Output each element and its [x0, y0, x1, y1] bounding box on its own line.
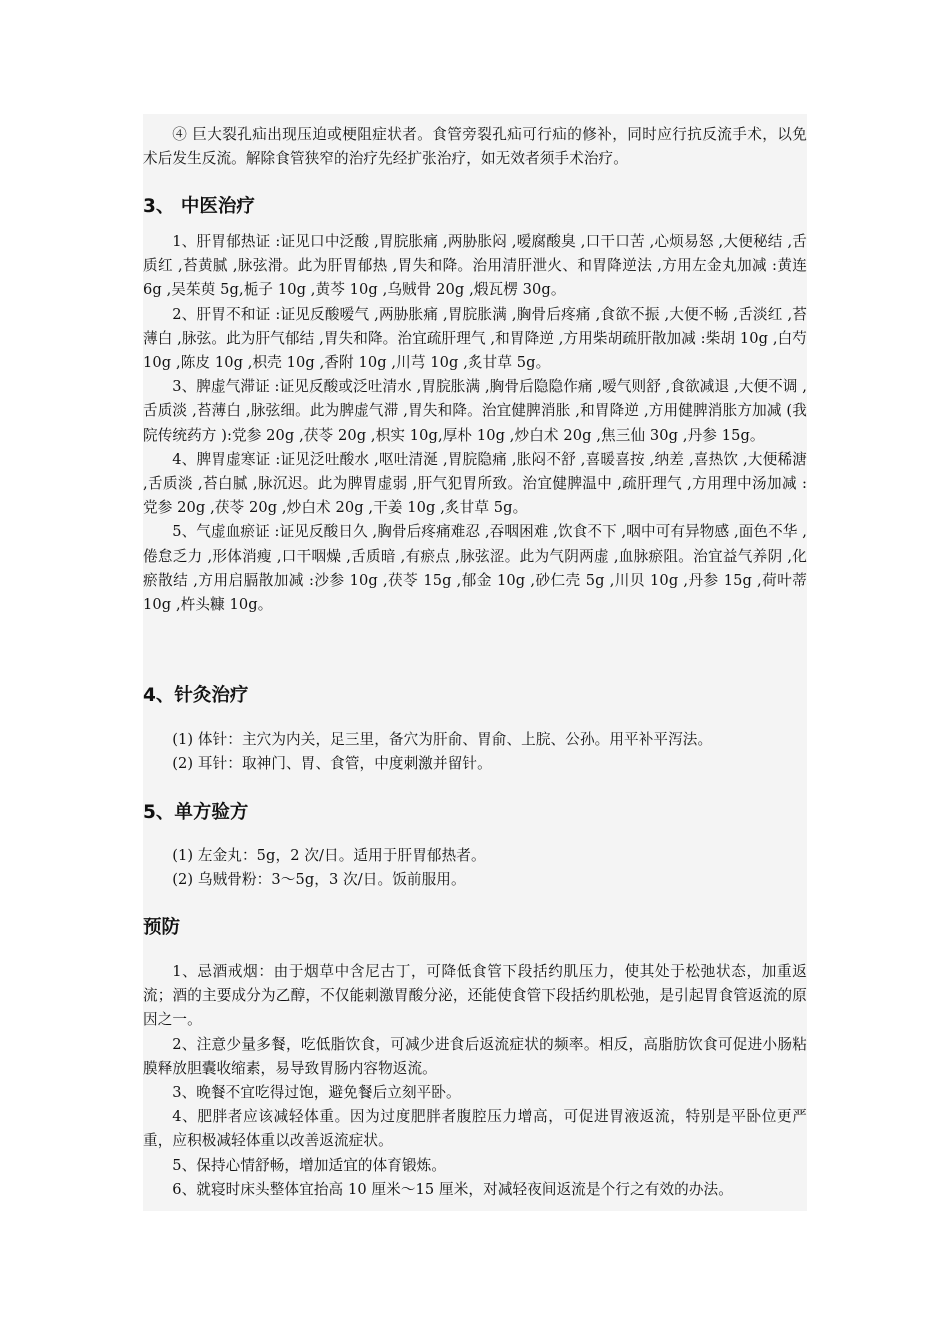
list-item: (1) 体针：主穴为内关，足三里，备穴为肝俞、胃俞、上脘、公孙。用平补平泻法。 — [172, 731, 713, 748]
list-item: (2) 耳针：取神门、胃、食管，中度刺激并留针。 — [172, 755, 492, 773]
list-item: 3、晚餐不宜吃得过饱，避免餐后立刻平卧。 — [172, 1084, 461, 1102]
list-item: 4、肥胖者应该减轻体重。因为过度肥胖者腹腔压力增高，可促进胃液返流，特别是平卧位更严重，应积极减轻体重以改善返流症状。 — [143, 1108, 807, 1150]
single-formula-section — [143, 844, 807, 892]
list-item: 2、肝胃不和证 :证见反酸嗳气 ,两胁胀痛 ,胃脘胀满 ,胸骨后疼痛 ,食欲不振 ,大便不畅 ,舌淡红 ,苔薄白 ,脉弦。此为肝气郁结 ,胃失和降。治宜疏肝理气 ,和胃降逆 ,方用柴胡疏肝散加减 :柴胡 10g ,白芍 10g ,陈皮 10g ,枳壳 10g ,香附 10g ,川芎 10g ,炙甘草 5g。 — [143, 305, 807, 372]
acupuncture-section — [143, 728, 807, 776]
document-page — [143, 114, 807, 1211]
list-item: 3、脾虚气滞证 :证见反酸或泛吐清水 ,胃脘胀满 ,胸骨后隐隐作痛 ,嗳气则舒 ,食欲减退 ,大便不调 ,舌质淡 ,苔薄白 ,脉弦细。此为脾虚气滞 ,胃失和降。治宜健脾消胀 ,和胃降逆 ,方用健脾消胀方加减 (我院传统药方 ):党参 20g ,茯苓 20g ,枳实 10g,厚朴 10g ,炒白术 20g ,焦三仙 30g ,丹参 15g。 — [143, 378, 807, 444]
list-item: 4、脾胃虚寒证 :证见泛吐酸水 ,呕吐清涎 ,胃脘隐痛 ,胀闷不舒 ,喜暖喜按 ,纳差 ,喜热饮 ,大便稀溏 ,舌质淡 ,苔白腻 ,脉沉迟。此为脾胃虚弱 ,肝气犯胃所致。治宜健脾温中 ,疏肝理气 ,方用理中汤加减 :党参 20g ,茯苓 20g ,炒白术 20g ,干姜 10g ,炙甘草 5g。 — [143, 450, 807, 517]
list-item: 2、注意少量多餐，吃低脂饮食，可减少进食后返流症状的频率。相反，高脂肪饮食可促进小肠粘膜释放胆囊收缩素，易导致胃肠内容物返流。 — [143, 1035, 807, 1077]
section-heading: 4、针灸治疗 — [143, 685, 249, 706]
heading-acupuncture — [143, 683, 807, 709]
list-item: (1) 左金丸：5g，2 次/日。适用于肝胃郁热者。 — [172, 847, 486, 864]
prevention-section — [143, 960, 807, 1202]
list-item: 6、就寝时床头整体宜抬高 10 厘米～15 厘米，对减轻夜间返流是个行之有效的办法。 — [172, 1180, 733, 1198]
section-heading: 5、单方验方 — [143, 802, 249, 823]
intro-section — [143, 123, 807, 171]
heading-single-formula — [143, 800, 807, 826]
list-item: 1、肝胃郁热证 :证见口中泛酸 ,胃脘胀痛 ,两胁胀闷 ,嗳腐酸臭 ,口干口苦 ,心烦易怒 ,大便秘结 ,舌质红 ,苔黄腻 ,脉弦滑。此为肝胃郁热 ,胃失和降。治用清肝泄火、和胃降逆法 ,方用左金丸加减 :黄连 6g ,吴茱萸 5g,栀子 10g ,黄芩 10g ,乌贼骨 20g ,煅瓦楞 30g。 — [143, 233, 807, 299]
list-item: 5、气虚血瘀证 :证见反酸日久 ,胸骨后疼痛难忍 ,吞咽困难 ,饮食不下 ,咽中可有异物感 ,面色不华 ,倦怠乏力 ,形体消瘦 ,口干咽燥 ,舌质暗 ,有瘀点 ,脉弦涩。此为气阴两虚 ,血脉瘀阻。治宜益气养阴 ,化瘀散结 ,方用启膈散加减 :沙参 10g ,茯苓 15g ,郁金 10g ,砂仁壳 5g ,川贝 10g ,丹参 15g ,荷叶蒂 10g ,杵头糠 10g。 — [143, 523, 807, 614]
heading-prevention — [143, 915, 807, 941]
list-item: 5、保持心情舒畅，增加适宜的体育锻炼。 — [172, 1156, 447, 1174]
intro-paragraph: ④ 巨大裂孔疝出现压迫或梗阻症状者。食管旁裂孔疝可行疝的修补，同时应行抗反流手术，以免术后发生反流。解除食管狭窄的治疗先经扩张治疗，如无效者须手术治疗。 — [143, 126, 807, 168]
tcm-treatment-section — [143, 230, 807, 617]
list-item: (2) 乌贼骨粉：3～5g，3 次/日。饭前服用。 — [172, 871, 466, 889]
list-item: 1、忌酒戒烟：由于烟草中含尼古丁，可降低食管下段括约肌压力，使其处于松弛状态，加重返流；酒的主要成分为乙醇，不仅能刺激胃酸分泌，还能使食管下段括约肌松弛，是引起胃食管返流的原因之一。 — [143, 963, 807, 1029]
section-heading: 3、 中医治疗 — [143, 196, 255, 217]
heading-tcm-treatment — [143, 194, 807, 220]
section-heading: 预防 — [143, 917, 181, 938]
